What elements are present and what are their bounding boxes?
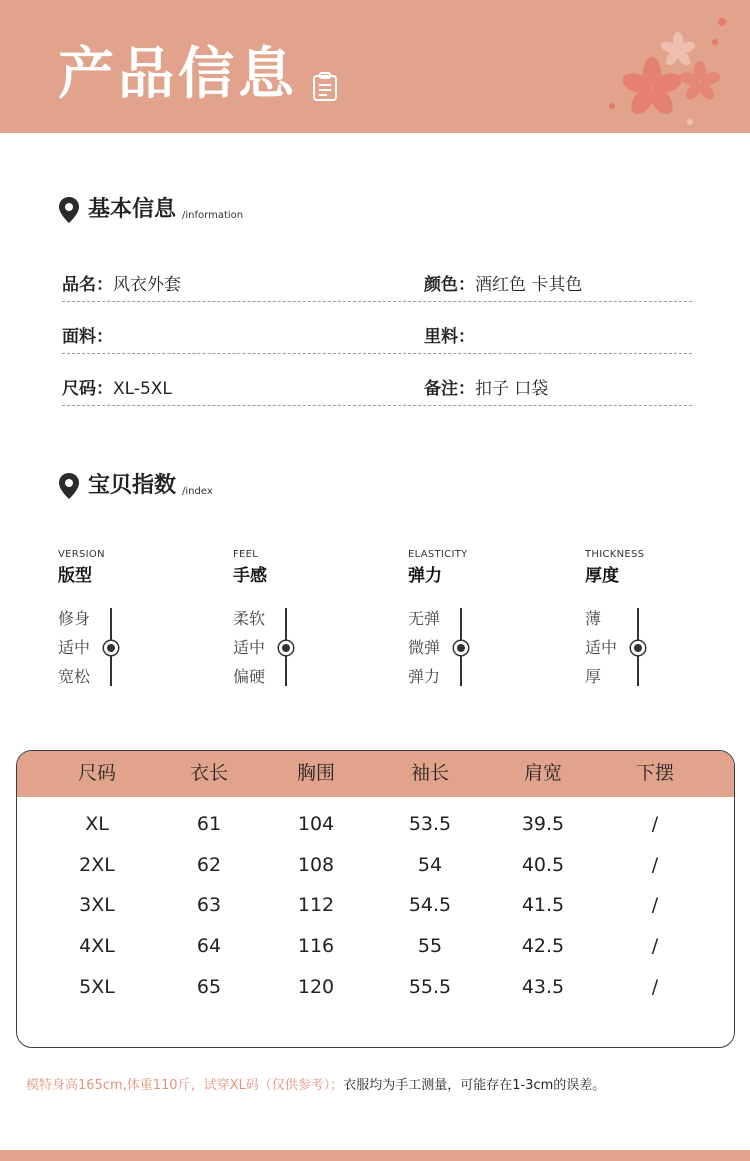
footer-note xyxy=(26,1076,726,1096)
table-cell: 65 xyxy=(196,975,222,998)
location-pin-icon xyxy=(58,472,80,500)
index-marker-dot xyxy=(454,641,468,655)
info-label: 面料： xyxy=(62,327,113,347)
basic-info-title: 基本信息 xyxy=(88,197,177,222)
info-value: 风衣外套 xyxy=(113,275,181,295)
info-left xyxy=(62,376,172,402)
info-value: 酒红色 卡其色 xyxy=(475,275,583,295)
index-item-cn: 弹力 xyxy=(408,566,442,586)
index-level: 适中 xyxy=(585,638,618,657)
location-pin-icon xyxy=(58,196,80,224)
index-heading xyxy=(58,472,213,500)
info-value: 扣子 口袋 xyxy=(475,379,549,399)
size-table-header-cell: 衣长 xyxy=(189,762,228,784)
table-cell: XL xyxy=(85,813,109,835)
table-cell: / xyxy=(651,975,659,998)
index-item-cn: 厚度 xyxy=(585,566,619,586)
table-cell: 62 xyxy=(196,853,222,876)
index-item-en: ELASTICITY xyxy=(408,549,468,560)
table-cell: 3XL xyxy=(79,894,115,917)
size-table-header xyxy=(17,751,734,797)
table-cell: 64 xyxy=(196,935,222,958)
index-level: 薄 xyxy=(585,609,602,628)
table-cell: 120 xyxy=(297,975,335,998)
index-level: 无弹 xyxy=(408,609,441,628)
info-label: 尺码： xyxy=(62,379,113,399)
table-cell: 53.5 xyxy=(408,813,452,835)
index-level: 柔软 xyxy=(233,609,266,628)
index-level: 修身 xyxy=(58,609,91,628)
index-level: 偏硬 xyxy=(233,667,266,686)
size-table-header-cell: 胸围 xyxy=(296,762,335,784)
table-cell: / xyxy=(651,853,659,876)
index-item xyxy=(233,548,353,688)
info-right xyxy=(424,376,548,402)
basic-info-heading xyxy=(58,196,243,224)
table-cell: 5XL xyxy=(79,975,115,998)
cherry-blossom-icon xyxy=(600,10,750,133)
index-level: 厚 xyxy=(585,667,602,686)
index-level: 适中 xyxy=(58,638,91,657)
info-right xyxy=(424,272,582,298)
info-row xyxy=(62,324,692,354)
index-level: 弹力 xyxy=(408,667,441,686)
info-label: 颜色： xyxy=(424,275,475,295)
index-marker-dot xyxy=(104,641,118,655)
size-table-header-cell: 尺码 xyxy=(77,762,116,784)
table-cell: / xyxy=(651,894,659,917)
table-cell: 112 xyxy=(297,894,335,917)
info-row xyxy=(62,272,692,302)
table-cell: / xyxy=(651,935,659,958)
table-cell: 41.5 xyxy=(521,894,565,917)
info-left xyxy=(62,324,113,350)
info-left xyxy=(62,272,181,298)
size-table-header-cell: 袖长 xyxy=(410,762,449,784)
model-note: 模特身高165cm,体重110斤，试穿XL码（仅供参考）； xyxy=(26,1078,344,1093)
info-label: 里料： xyxy=(424,327,475,347)
document-icon xyxy=(312,72,338,102)
measure-note: 衣服均为手工测量，可能存在1-3cm的误差。 xyxy=(343,1078,606,1093)
table-cell: 55.5 xyxy=(408,975,452,998)
index-level: 宽松 xyxy=(58,667,91,686)
table-cell: 104 xyxy=(297,813,335,835)
index-level: 适中 xyxy=(233,638,266,657)
size-table-header-cell: 下摆 xyxy=(635,762,674,784)
index-item-cn: 版型 xyxy=(58,566,92,586)
table-cell: 61 xyxy=(196,813,222,835)
table-cell: 63 xyxy=(196,894,222,917)
index-item xyxy=(585,548,705,688)
info-label: 品名： xyxy=(62,275,113,295)
table-cell: 55 xyxy=(417,935,443,958)
table-cell: 116 xyxy=(297,935,335,958)
index-title: 宝贝指数 xyxy=(88,473,177,498)
basic-info-subtitle: /information xyxy=(182,210,244,221)
table-cell: 54 xyxy=(417,853,443,876)
size-table xyxy=(16,750,735,1048)
table-cell: 39.5 xyxy=(521,813,565,835)
bottom-bar xyxy=(0,1150,750,1161)
table-cell: 2XL xyxy=(79,853,115,876)
index-marker-dot xyxy=(631,641,645,655)
index-subtitle: /index xyxy=(182,486,213,497)
table-cell: 43.5 xyxy=(521,975,565,998)
index-item-en: FEEL xyxy=(233,549,259,560)
index-item xyxy=(58,548,178,688)
index-level: 微弹 xyxy=(408,638,441,657)
info-row xyxy=(62,376,692,406)
table-cell: 42.5 xyxy=(521,935,565,958)
info-value: XL-5XL xyxy=(113,379,172,399)
size-table-header-cell: 肩宽 xyxy=(523,762,562,784)
index-marker-dot xyxy=(279,641,293,655)
table-cell: / xyxy=(651,813,659,835)
index-item xyxy=(408,548,528,688)
table-cell: 40.5 xyxy=(521,853,565,876)
index-item-en: THICKNESS xyxy=(585,549,645,560)
info-label: 备注： xyxy=(424,379,475,399)
index-item-en: VERSION xyxy=(58,549,105,560)
page-title: 产品信息 xyxy=(58,41,298,107)
table-cell: 4XL xyxy=(79,935,115,958)
info-right xyxy=(424,324,475,350)
index-item-cn: 手感 xyxy=(233,566,267,586)
table-cell: 54.5 xyxy=(408,894,452,917)
header-banner xyxy=(0,0,750,133)
table-cell: 108 xyxy=(297,853,335,876)
